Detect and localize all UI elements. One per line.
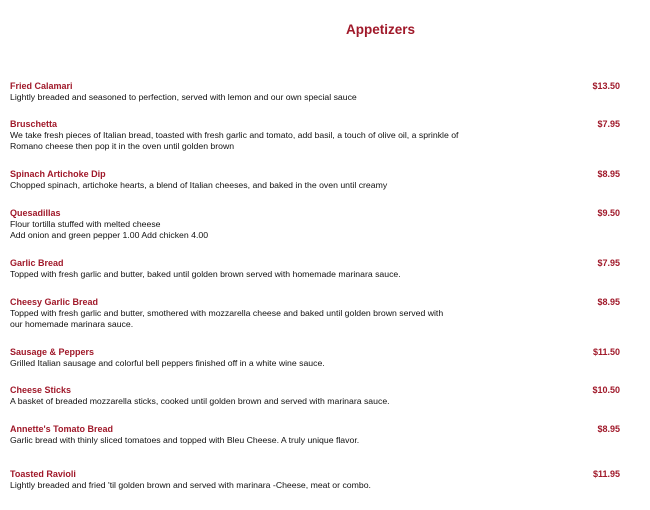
description-line: Topped with fresh garlic and butter, smothered with mozzarella cheese and baked until golden brown served with <box>10 308 444 318</box>
item-price: $7.95 <box>597 119 620 129</box>
item-name: Garlic Bread <box>10 258 64 268</box>
description-line: Grilled Italian sausage and colorful bell peppers finished off in a white wine sauce. <box>10 358 325 368</box>
item-price: $8.95 <box>597 169 620 179</box>
item-name: Cheesy Garlic Bread <box>10 297 99 307</box>
menu-item-garlic-bread <box>10 258 620 280</box>
description-line: We take fresh pieces of Italian bread, toasted with fresh garlic and tomato, add basil, a touch of olive oil, a sprinkle of <box>10 130 459 140</box>
menu-item-cheesy-garlic-bread <box>10 297 620 330</box>
page-title: Appetizers <box>346 22 416 37</box>
description-line: Lightly breaded and fried 'til golden brown and served with marinara -Cheese, meat or combo. <box>10 480 371 490</box>
item-description <box>10 219 530 241</box>
menu-item-annettes-tomato-bread <box>10 424 620 446</box>
item-description <box>10 180 530 191</box>
item-description <box>10 308 530 330</box>
item-price: $13.50 <box>592 81 620 91</box>
description-line: A basket of breaded mozzarella sticks, cooked until golden brown and served with marinara sauce. <box>10 396 390 406</box>
item-name: Sausage & Peppers <box>10 347 95 357</box>
description-line: Flour tortilla stuffed with melted cheese <box>10 219 161 229</box>
item-name: Annette's Tomato Bread <box>10 424 113 434</box>
item-name: Quesadillas <box>10 208 61 218</box>
description-line: Romano cheese then pop it in the oven until golden brown <box>10 141 235 152</box>
item-description <box>10 480 530 491</box>
item-price: $9.50 <box>597 208 620 218</box>
item-name: Bruschetta <box>10 119 58 129</box>
item-description <box>10 358 530 369</box>
item-description <box>10 396 530 407</box>
item-price: $8.95 <box>597 297 620 307</box>
item-name: Spinach Artichoke Dip <box>10 169 106 179</box>
item-description <box>10 435 530 446</box>
item-description <box>10 269 530 280</box>
item-price: $8.95 <box>597 424 620 434</box>
description-line: Add onion and green pepper 1.00 Add chicken 4.00 <box>10 230 209 241</box>
menu-item-spinach-artichoke-dip <box>10 169 620 191</box>
item-description <box>10 92 530 103</box>
description-line: Chopped spinach, artichoke hearts, a blend of Italian cheeses, and baked in the oven until creamy <box>10 180 388 190</box>
description-line: our homemade marinara sauce. <box>10 319 134 330</box>
menu-item-sausage-and-peppers <box>10 347 620 369</box>
item-name: Toasted Ravioli <box>10 469 76 479</box>
menu-item-bruschetta <box>10 119 620 152</box>
item-price: $11.95 <box>592 469 620 479</box>
item-name: Fried Calamari <box>10 81 73 91</box>
item-price: $11.50 <box>592 347 620 357</box>
item-price: $10.50 <box>592 385 620 395</box>
menu-item-toasted-ravioli <box>10 469 620 491</box>
description-line: Lightly breaded and seasoned to perfection, served with lemon and our own special sauce <box>10 92 357 102</box>
item-description <box>10 130 530 152</box>
menu-item-fried-calamari <box>10 81 620 103</box>
menu-item-quesadillas <box>10 208 620 241</box>
description-line: Garlic bread with thinly sliced tomatoes and topped with Bleu Cheese. A truly unique flavor. <box>10 435 360 445</box>
item-price: $7.95 <box>597 258 620 268</box>
item-name: Cheese Sticks <box>10 385 72 395</box>
description-line: Topped with fresh garlic and butter, baked until golden brown served with homemade marinara sauce. <box>10 269 401 279</box>
menu-item-cheese-sticks <box>10 385 620 407</box>
